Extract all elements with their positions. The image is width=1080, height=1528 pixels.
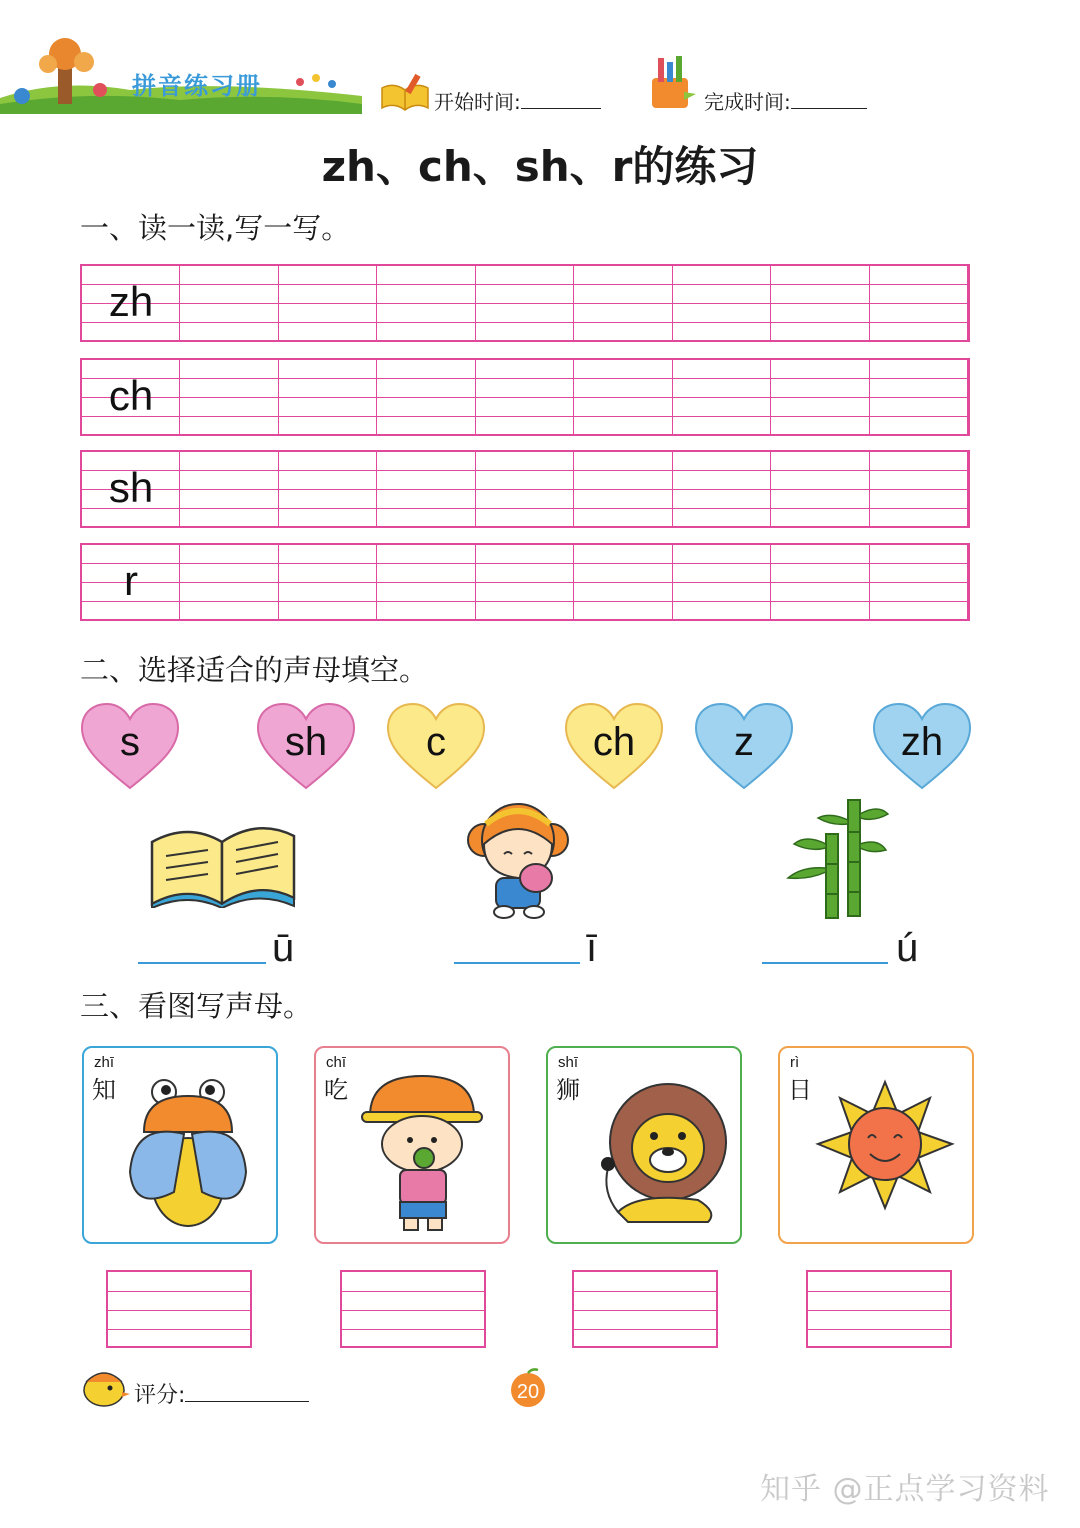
writing-grid-ch[interactable] bbox=[80, 358, 970, 436]
picture-card-zhi bbox=[82, 1046, 278, 1244]
section2-heading: 二、选择适合的声母填空。 bbox=[80, 653, 429, 687]
heart-label: ch bbox=[592, 720, 636, 764]
watermark: 知乎 @正点学习资料 bbox=[760, 1472, 1050, 1507]
start-time-label: 开始时间: bbox=[434, 90, 521, 114]
sample-letter: ch bbox=[108, 372, 154, 419]
card-writing-grid-4[interactable] bbox=[806, 1270, 952, 1348]
card-hanzi: 狮 bbox=[556, 1076, 580, 1104]
card-writing-grid-2[interactable] bbox=[340, 1270, 486, 1348]
writing-grid-r[interactable] bbox=[80, 543, 970, 621]
finish-time-label: 完成时间: bbox=[704, 90, 791, 114]
boy-eating-icon bbox=[346, 1072, 496, 1232]
bamboo-icon bbox=[780, 794, 890, 920]
sample-letter: r bbox=[124, 557, 138, 604]
sun-icon bbox=[810, 1072, 960, 1232]
card-pinyin: rì bbox=[790, 1054, 800, 1071]
chick-icon bbox=[80, 1364, 132, 1408]
heart-option-c[interactable] bbox=[386, 702, 486, 792]
card-pinyin: zhī bbox=[94, 1054, 115, 1071]
card-writing-grid-3[interactable] bbox=[572, 1270, 718, 1348]
girl-eating-icon bbox=[458, 794, 578, 920]
card-hanzi: 日 bbox=[788, 1076, 812, 1104]
card-pinyin: chī bbox=[326, 1054, 347, 1071]
pencil-cup-icon bbox=[648, 54, 698, 110]
heart-label: sh bbox=[284, 720, 328, 764]
lion-icon bbox=[578, 1072, 728, 1232]
card-pinyin: shī bbox=[558, 1054, 579, 1071]
sample-letter: sh bbox=[108, 464, 154, 511]
card-hanzi: 吃 bbox=[324, 1076, 348, 1104]
page-number-badge bbox=[506, 1368, 550, 1408]
page-number: 20 bbox=[516, 1381, 540, 1403]
writing-grid-sh[interactable] bbox=[80, 450, 970, 528]
cicada-icon bbox=[114, 1072, 264, 1232]
pinyin-tail-2: ī bbox=[586, 926, 598, 970]
heart-option-sh[interactable] bbox=[256, 702, 356, 792]
finish-time-field bbox=[704, 86, 867, 115]
score-blank[interactable] bbox=[185, 1401, 309, 1402]
score-field bbox=[134, 1378, 309, 1409]
open-book-pencil-icon bbox=[380, 72, 430, 112]
score-label: 评分: bbox=[134, 1383, 186, 1408]
picture-card-chi bbox=[314, 1046, 510, 1244]
answer-blank-3[interactable] bbox=[762, 962, 888, 964]
heart-option-zh[interactable] bbox=[872, 702, 972, 792]
section3-heading: 三、看图写声母。 bbox=[80, 989, 313, 1023]
start-time-field bbox=[434, 86, 601, 115]
heart-label: s bbox=[120, 720, 140, 764]
banner-title: 拼音练习册 bbox=[132, 72, 262, 100]
heart-label: zh bbox=[900, 720, 944, 764]
writing-grid-zh[interactable] bbox=[80, 264, 970, 342]
heart-label: z bbox=[734, 720, 754, 764]
heart-option-z[interactable] bbox=[694, 702, 794, 792]
start-time-blank[interactable] bbox=[521, 108, 601, 109]
card-hanzi: 知 bbox=[92, 1076, 116, 1104]
finish-time-blank[interactable] bbox=[791, 108, 867, 109]
card-writing-grid-1[interactable] bbox=[106, 1270, 252, 1348]
heart-option-ch[interactable] bbox=[564, 702, 664, 792]
sample-letter: zh bbox=[108, 278, 154, 325]
heart-label: c bbox=[426, 720, 446, 764]
section1-heading: 一、读一读,写一写。 bbox=[80, 211, 351, 245]
heart-option-s[interactable] bbox=[80, 702, 180, 792]
picture-card-ri bbox=[778, 1046, 974, 1244]
pinyin-tail-3: ú bbox=[896, 926, 919, 970]
pinyin-tail-1: ū bbox=[272, 926, 295, 970]
answer-blank-2[interactable] bbox=[454, 962, 580, 964]
book-icon bbox=[148, 812, 298, 908]
answer-blank-1[interactable] bbox=[138, 962, 266, 964]
page-title: zh、ch、sh、r的练习 bbox=[321, 142, 759, 191]
picture-card-shi bbox=[546, 1046, 742, 1244]
